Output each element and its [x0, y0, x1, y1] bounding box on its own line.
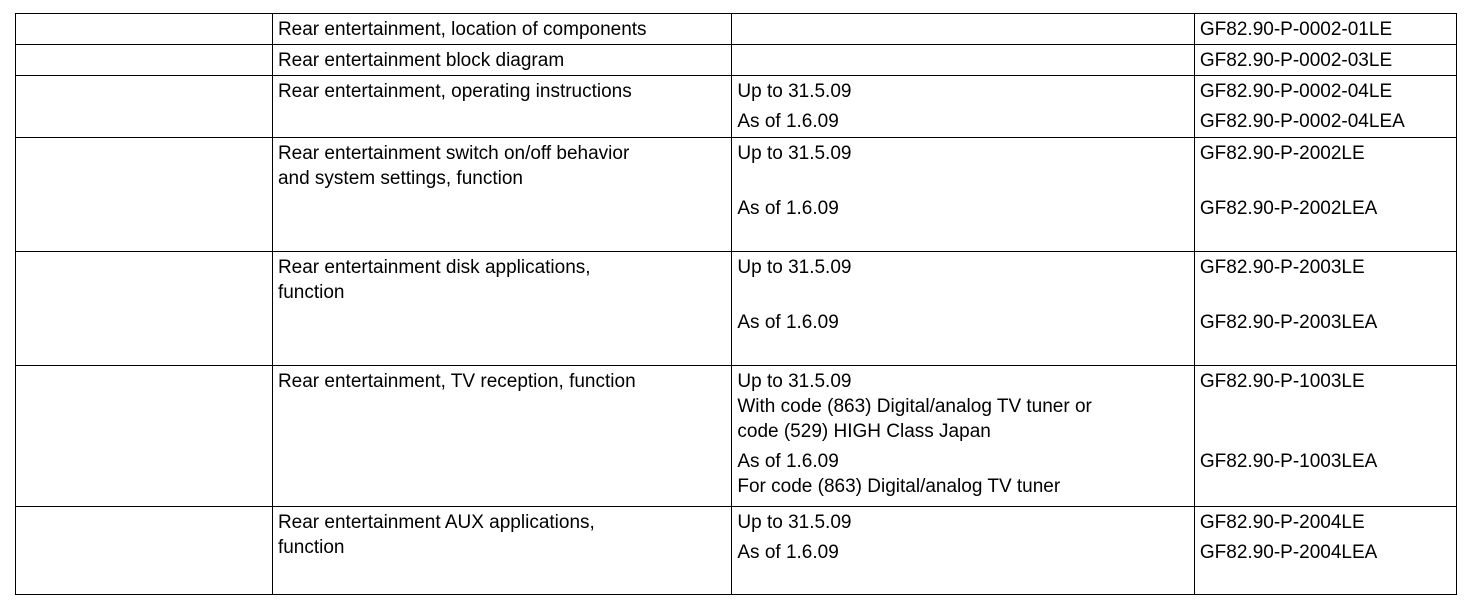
blank-cell — [16, 45, 273, 76]
table-row — [16, 507, 1457, 595]
blank-cell — [16, 14, 273, 45]
blank-cell — [16, 366, 273, 507]
condition-cell — [732, 252, 1195, 366]
document-table — [15, 13, 1457, 595]
condition-text: As of 1.6.09 — [737, 542, 839, 563]
row-title: Rear entertainment block diagram — [277, 50, 565, 71]
condition-text: Up to 31.5.09 With code (863) Digital/analog TV tuner or code (529) HIGH Class Japan — [737, 371, 1092, 442]
doc-cell — [1194, 507, 1456, 595]
condition-text: Up to 31.5.09 — [737, 512, 852, 533]
title-cell — [272, 138, 731, 252]
doc-number: GF82.90-P-2002LE — [1199, 143, 1365, 164]
doc-number: GF82.90-P-2004LEA — [1199, 542, 1378, 563]
doc-cell — [1194, 14, 1456, 45]
condition-cell — [732, 14, 1195, 45]
title-cell — [272, 252, 731, 366]
table-row — [16, 76, 1457, 138]
doc-number: GF82.90-P-1003LEA — [1199, 451, 1378, 472]
condition-cell — [732, 76, 1195, 138]
blank-cell — [16, 138, 273, 252]
row-title: Rear entertainment, operating instructions — [277, 81, 632, 102]
condition-text: As of 1.6.09 — [737, 198, 839, 219]
title-cell — [272, 14, 731, 45]
doc-number: GF82.90-P-0002-03LE — [1199, 50, 1393, 71]
blank-cell — [16, 76, 273, 138]
doc-number: GF82.90-P-2003LEA — [1199, 312, 1378, 333]
title-cell — [272, 45, 731, 76]
condition-text: As of 1.6.09 — [737, 312, 839, 333]
condition-text: Up to 31.5.09 — [737, 81, 852, 102]
blank-cell — [16, 507, 273, 595]
doc-cell — [1194, 45, 1456, 76]
condition-text: As of 1.6.09 — [737, 111, 839, 132]
table-row — [16, 366, 1457, 507]
doc-number: GF82.90-P-0002-04LEA — [1199, 111, 1405, 132]
table-row — [16, 252, 1457, 366]
blank-cell — [16, 252, 273, 366]
title-cell — [272, 507, 731, 595]
condition-text: Up to 31.5.09 — [737, 257, 852, 278]
condition-cell — [732, 45, 1195, 76]
row-title: Rear entertainment AUX applications, function — [277, 512, 595, 558]
row-title: Rear entertainment disk applications, function — [277, 257, 591, 303]
doc-cell — [1194, 366, 1456, 507]
doc-number: GF82.90-P-2003LE — [1199, 257, 1365, 278]
title-cell — [272, 76, 731, 138]
doc-number: GF82.90-P-2004LE — [1199, 512, 1365, 533]
doc-cell — [1194, 138, 1456, 252]
doc-number: GF82.90-P-0002-04LE — [1199, 81, 1393, 102]
condition-cell — [732, 138, 1195, 252]
doc-cell — [1194, 252, 1456, 366]
table-row — [16, 14, 1457, 45]
doc-number: GF82.90-P-1003LE — [1199, 371, 1365, 392]
title-cell — [272, 366, 731, 507]
doc-number: GF82.90-P-0002-01LE — [1199, 19, 1393, 40]
doc-cell — [1194, 76, 1456, 138]
condition-text: Up to 31.5.09 — [737, 143, 852, 164]
condition-text: As of 1.6.09 For code (863) Digital/analog TV tuner — [737, 451, 1061, 497]
condition-cell — [732, 366, 1195, 507]
row-title: Rear entertainment switch on/off behavior and system settings, function — [277, 143, 630, 189]
row-title: Rear entertainment, TV reception, function — [277, 371, 636, 392]
table-row — [16, 138, 1457, 252]
table-row — [16, 45, 1457, 76]
row-title: Rear entertainment, location of components — [277, 19, 647, 40]
condition-cell — [732, 507, 1195, 595]
doc-number: GF82.90-P-2002LEA — [1199, 198, 1378, 219]
